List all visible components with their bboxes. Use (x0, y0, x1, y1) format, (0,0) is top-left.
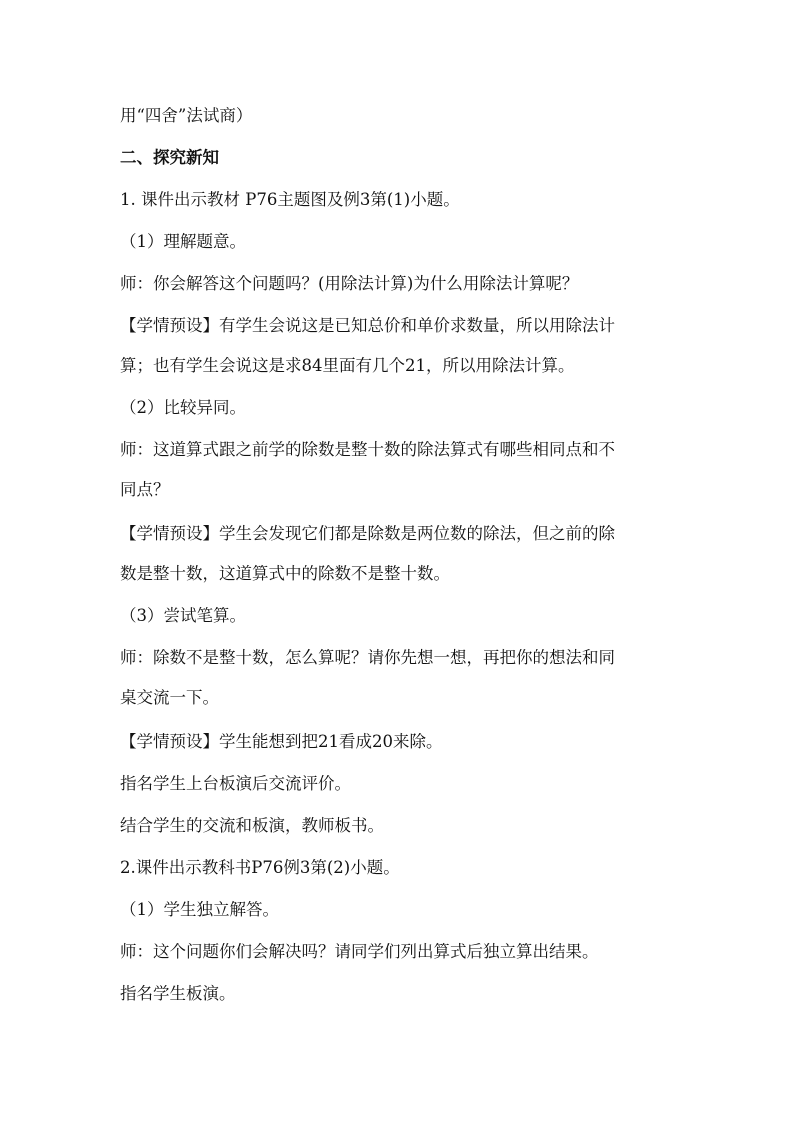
text-line: 指名学生上台板演后交流评价。 (120, 774, 351, 793)
text-line: 师：这个问题你们会解决吗？请同学们列出算式后独立算出结果。 (120, 942, 599, 961)
text-line: （1）理解题意。 (120, 232, 246, 251)
text-line: （1）学生独立解答。 (120, 900, 279, 919)
text-line: 师：这道算式跟之前学的除数是整十数的除法算式有哪些相同点和不 (120, 440, 615, 459)
text-line: 【学情预设】有学生会说这是已知总价和单价求数量，所以用除法计 (120, 316, 615, 335)
text-line: 同点？ (120, 480, 170, 499)
text-line: 指名学生板演。 (120, 984, 236, 1003)
text-line: 师：你会解答这个问题吗？(用除法计算)为什么用除法计算呢？ (120, 274, 579, 293)
text-line: 师：除数不是整十数，怎么算呢？请你先想一想，再把你的想法和同 (120, 648, 615, 667)
text-line: 1. 课件出示教材 P76主题图及例3第(1)小题。 (120, 190, 460, 209)
text-line: （3）尝试笔算。 (120, 606, 246, 625)
text-line: 用“四舍”法试商） (120, 106, 253, 125)
text-line: 数是整十数，这道算式中的除数不是整十数。 (120, 564, 450, 583)
text-line: 2.课件出示教科书P76例3第(2)小题。 (120, 858, 400, 877)
text-line: 【学情预设】学生能想到把21看成20来除。 (120, 732, 443, 751)
text-line: （2）比较异同。 (120, 398, 246, 417)
text-line: 结合学生的交流和板演，教师板书。 (120, 816, 384, 835)
section-heading: 二、探究新知 (120, 148, 219, 167)
text-line: 算；也有学生会说这是求84里面有几个21，所以用除法计算。 (120, 356, 575, 375)
text-line: 【学情预设】学生会发现它们都是除数是两位数的除法，但之前的除 (120, 524, 615, 543)
text-line: 桌交流一下。 (120, 688, 219, 707)
